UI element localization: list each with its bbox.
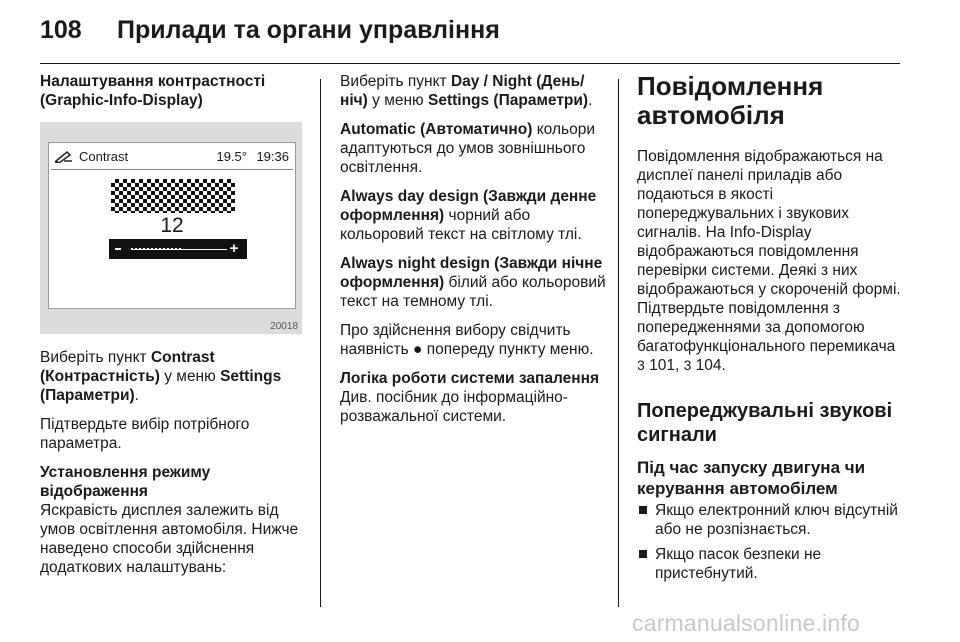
- display-screen: [48, 142, 296, 309]
- page-header-title: Прилади та органи управління: [117, 16, 500, 44]
- selection-dot-icon: ●: [413, 341, 423, 358]
- bullet-square-icon: [639, 506, 647, 514]
- list-item: Якщо електронний ключ відсутній або не розпізнається.: [637, 501, 905, 539]
- column-divider-2: [618, 79, 619, 607]
- pencil-icon: [55, 150, 73, 163]
- slider-track: [131, 249, 227, 250]
- column-1: [40, 72, 306, 110]
- option-day: Always day design (Завжди денне оформлення) чорний або кольоровий текст на світлому тлі.: [340, 188, 597, 243]
- screen-title: Contrast: [79, 149, 129, 164]
- column-3: [637, 72, 905, 589]
- contrast-value: 12: [160, 214, 184, 237]
- section-title: Повідомлення автомобіля: [637, 71, 824, 130]
- contrast-test-pattern: [111, 179, 235, 213]
- minus-icon: [115, 248, 121, 250]
- driving-subheading: Під час запуску двигуна чи керування автомобілем: [637, 458, 866, 498]
- ignition-text: Див. посібник до інформаційно-розважальної системи.: [340, 389, 568, 425]
- plus-icon: +: [229, 240, 239, 257]
- day-night-instruction: Виберіть пункт Day / Night (День/ніч) у меню Settings (Параметри).: [340, 73, 593, 109]
- screen-top-bar: [53, 147, 291, 167]
- screen-divider: [51, 169, 293, 170]
- contrast-slider: [109, 239, 247, 259]
- screen-temperature: 19.5°: [216, 149, 247, 164]
- page-number: 108: [40, 16, 82, 44]
- list-item: Якщо пасок безпеки не пристебнутий.: [637, 545, 905, 583]
- column-divider-1: [320, 79, 321, 607]
- ignition-heading: Логіка роботи системи запалення: [340, 370, 600, 387]
- option-night: Always night design (Завжди нічне оформлення) білий або кольоровий текст на темному тлі.: [340, 255, 606, 310]
- contrast-instruction: Виберіть пункт Contrast (Контрастність) у меню Settings (Параметри).: [40, 349, 282, 404]
- bullet-square-icon: [639, 550, 647, 558]
- messages-text: Повідомлення відображаються на дисплеї панелі приладів або подаються в якості попереджувальних і звукових сигналів. На Info-Display відображаються повідомлення перевірки системи. Деякі з них відображаються у скороченій формі. Підтвердьте повідомлення з попередженнями за допомогою багатофункціонального перемикача 3 101, 3 104.: [637, 148, 901, 374]
- column-1-body: [40, 348, 306, 587]
- image-code: 20018: [270, 321, 298, 332]
- warning-chimes-heading: Попереджувальні звукові сигнали: [637, 400, 893, 446]
- watermark: carmanualsonline.info: [632, 610, 860, 636]
- contrast-heading: Налаштування контрастності (Graphic-Info-Display): [40, 73, 266, 109]
- display-mode-heading: Установлення режиму відображення: [40, 464, 211, 500]
- header-divider: [40, 63, 900, 64]
- contrast-figure: [40, 122, 302, 334]
- display-mode-text: Яскравість дисплея залежить від умов освітлення автомобіля. Нижче наведено способи здійснення додаткових налаштувань:: [40, 502, 299, 576]
- column-2: [340, 72, 606, 436]
- screen-time: 19:36: [256, 149, 289, 164]
- option-automatic: Automatic (Автоматично) кольори адаптуються до умов зовнішнього освітлення.: [340, 121, 595, 176]
- confirm-instruction: Підтвердьте вибір потрібного параметра.: [40, 416, 250, 452]
- page-ref-arrow-icon: 3: [637, 357, 645, 373]
- selection-note: Про здійснення вибору свідчить наявність ● попереду пункту меню.: [340, 322, 594, 358]
- page-ref-arrow-icon: 3: [683, 357, 692, 373]
